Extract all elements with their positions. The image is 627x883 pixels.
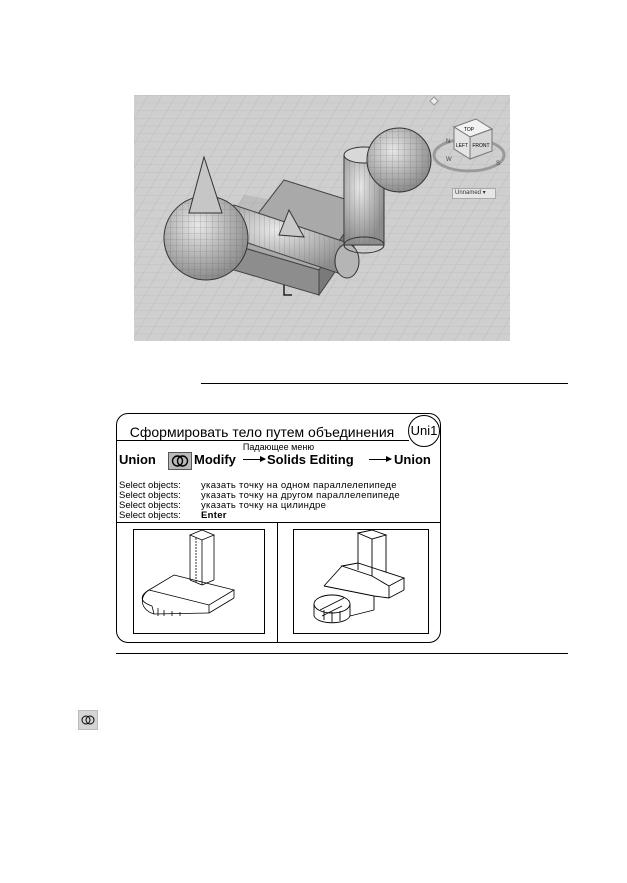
wireframe-after — [294, 530, 428, 633]
visual-style-dropdown[interactable]: Unnamed ▾ — [452, 188, 496, 199]
compass-s: S — [496, 161, 501, 167]
menu-path — [117, 451, 440, 469]
union-button[interactable] — [168, 452, 192, 470]
viewcube-top-label: TOP — [463, 127, 475, 133]
divider-line — [201, 383, 568, 384]
pulldown-label: Падающее меню — [242, 442, 315, 452]
prompt-value: Enter — [201, 510, 227, 521]
visual-style-label: Unnamed — [455, 190, 482, 196]
command-prompts — [119, 481, 400, 521]
wireframe-before — [134, 530, 264, 633]
card-vertical-divider — [277, 522, 278, 642]
prompt-line — [119, 511, 400, 521]
card-badge: Uni1 — [408, 415, 440, 447]
union-toolbar-button[interactable] — [78, 710, 98, 730]
menu-solids-editing[interactable]: Solids Editing — [267, 452, 354, 467]
viewcube-left-label: LEFT — [455, 143, 469, 149]
compass-w: W — [446, 157, 452, 163]
prompt-key: Select objects: — [119, 490, 181, 501]
compass-n: N — [446, 139, 451, 145]
card-divider — [117, 522, 440, 523]
3d-viewport — [134, 95, 510, 341]
union-icon — [169, 453, 191, 469]
arrow-icon — [369, 459, 391, 460]
figure-after — [293, 529, 429, 634]
prompt-key: Select objects: — [119, 480, 181, 491]
union-icon — [79, 711, 97, 729]
command-card — [116, 413, 441, 643]
menu-union[interactable]: Union — [394, 452, 431, 467]
right-sphere — [367, 128, 431, 192]
title-underline — [117, 440, 409, 441]
viewcube-front-label: FRONT — [472, 143, 490, 149]
prompt-key: Select objects: — [119, 500, 181, 511]
divider-line — [116, 653, 568, 654]
menu-modify[interactable]: Modify — [194, 452, 236, 467]
prompt-key: Select objects: — [119, 510, 181, 521]
command-name: Union — [119, 452, 156, 467]
figure-before — [133, 529, 265, 634]
prompt-value: указать точку на другом параллелепипеде — [201, 490, 401, 501]
arrow-icon — [243, 459, 265, 460]
card-title: Сформировать тело путем объединения — [129, 424, 395, 440]
3d-scene — [134, 95, 510, 341]
prompt-value: указать точку на одном параллелепипеде — [201, 480, 397, 491]
prompt-value: указать точку на цилиндре — [201, 500, 327, 511]
